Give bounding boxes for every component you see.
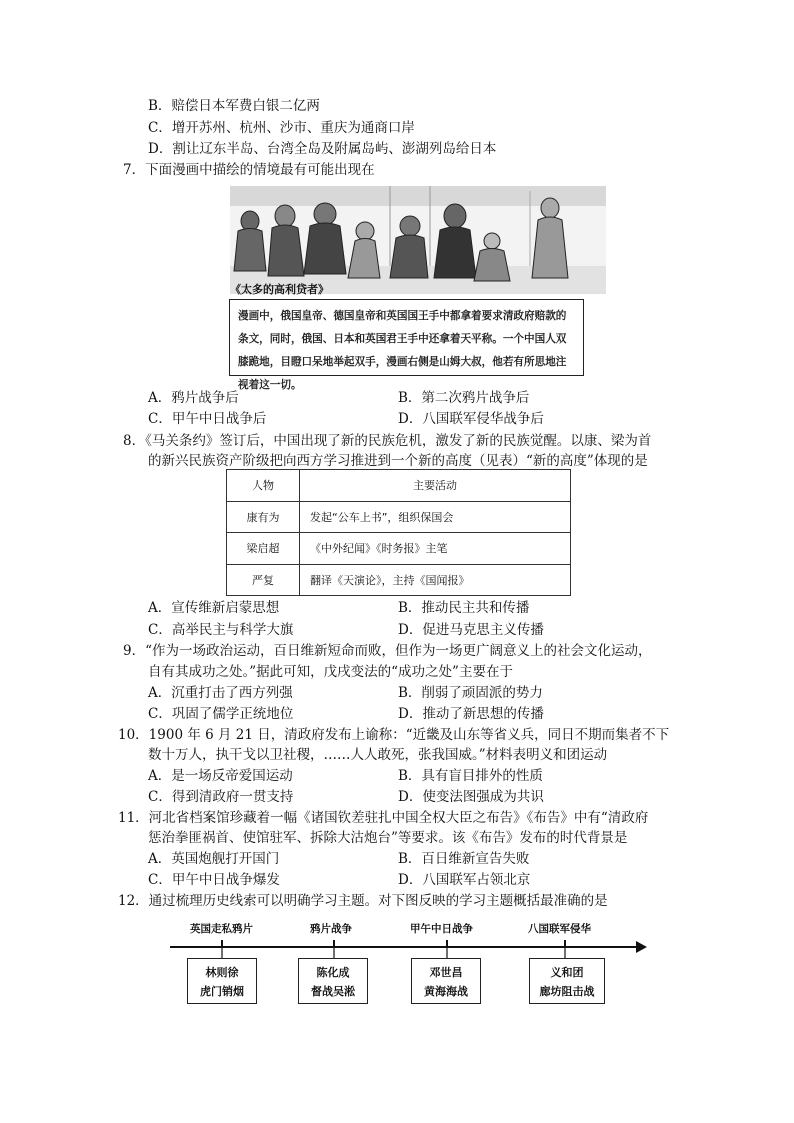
- q11-stem-line1: 11．河北省档案馆珍藏着一幅《诸国钦差驻扎中国全权大臣之布告》《布告》中有“清政府: [118, 810, 649, 826]
- q11-stem-line2: 惩治拳匪祸首、使馆驻军、拆除大沽炮台”等要求。该《布告》发布的时代背景是: [148, 830, 628, 846]
- q8-option-b: B．推动民主共和传播: [398, 600, 530, 616]
- table-header-row: [227, 470, 571, 502]
- table-header-activity: 主要活动: [300, 470, 571, 502]
- table-row: [227, 564, 571, 596]
- q7-option-c: C．甲午中日战争后: [148, 411, 267, 427]
- q7-option-a: A．鸦片战争后: [148, 390, 239, 406]
- q8-table: [226, 469, 571, 596]
- q6-option-d: D．割让辽东半岛、台湾全岛及附属岛屿、澎湖列岛给日本: [148, 141, 497, 157]
- q8-option-c: C．高举民主与科学大旗: [148, 622, 294, 638]
- q7-option-d: D．八国联军侵华战争后: [398, 411, 544, 427]
- q8-option-d: D．促进马克思主义传播: [398, 622, 544, 638]
- q10-stem-line2: 数十万人，执干戈以卫社稷，……人人敢死，张我国威。”材料表明义和团运动: [148, 747, 608, 763]
- q9-option-c: C．巩固了儒学正统地位: [148, 706, 294, 722]
- table-row: [227, 501, 571, 533]
- q9-option-d: D．推动了新思想的传播: [398, 706, 544, 722]
- cartoon-caption: 漫画中，俄国皇帝、德国皇帝和英国国王手中都拿着要求清政府赔款的条文，同时，俄国、日本和英国君王手中还拿着天平称。一个中国人双膝跪地，目瞪口呆地举起双手，漫画右侧是山姆大叔，他若有所思地注视着这一切。: [229, 299, 584, 376]
- q12-stem: 12．通过梳理历史线索可以明确学习主题。对下图反映的学习主题概括最准确的是: [118, 893, 608, 909]
- timeline-box: [298, 958, 368, 1004]
- table-cell-activity: 《中外纪闻》《时务报》主笔: [300, 533, 571, 565]
- q10-option-d: D．使变法图强成为共识: [398, 789, 544, 805]
- timeline-box: [411, 958, 481, 1004]
- q10-option-c: C．得到清政府一贯支持: [148, 789, 294, 805]
- q6-option-b: B．赔偿日本军费白银二亿两: [148, 98, 320, 114]
- timeline-box-event: 黄海海战: [424, 985, 468, 998]
- table-cell-activity: 发起“公车上书”，组织保国会: [300, 501, 571, 533]
- q7-option-b: B．第二次鸦片战争后: [398, 390, 530, 406]
- q8-stem-line1: 8．《马关条约》签订后，中国出现了新的民族危机，激发了新的民族觉醒。以康、梁为首: [123, 433, 652, 449]
- timeline-box: [529, 958, 605, 1004]
- table-header-person: 人物: [227, 470, 300, 502]
- q7-stem: 7．下面漫画中描绘的情境最有可能出现在: [123, 162, 375, 178]
- q9-option-b: B．削弱了顽固派的势力: [398, 685, 543, 701]
- q11-option-d: D．八国联军占领北京: [398, 872, 531, 888]
- timeline-box-person: 陈化成: [316, 966, 350, 979]
- q6-option-c: C．增开苏州、杭州、沙市、重庆为通商口岸: [148, 120, 415, 136]
- cartoon-illustration: [230, 186, 606, 294]
- timeline-box-event: 虎门销烟: [200, 985, 244, 998]
- timeline-event-label: 鸦片战争: [310, 923, 352, 935]
- timeline-box-person: 义和团: [550, 966, 584, 979]
- q10-option-a: A．是一场反帝爱国运动: [148, 768, 293, 784]
- q10-stem-line1: 10．1900 年 6 月 21 日，清政府发布上谕称：“近畿及山东等省义兵，同日不期而集者不下: [118, 727, 670, 743]
- q8-option-a: A．宣传维新启蒙思想: [148, 600, 280, 616]
- timeline-box-event: 廊坊阻击战: [539, 985, 595, 998]
- timeline-box: [187, 958, 257, 1004]
- q9-option-a: A．沉重打击了西方列强: [148, 685, 293, 701]
- timeline-event-label: 八国联军侵华: [528, 923, 591, 935]
- q11-option-a: A．英国炮舰打开国门: [148, 851, 280, 867]
- q11-option-c: C．甲午中日战争爆发: [148, 872, 280, 888]
- timeline-event-label: 甲午中日战争: [410, 923, 473, 935]
- q9-stem-line1: 9．“作为一场政治运动，百日维新短命而败，但作为一场更广阔意义上的社会文化运动，: [123, 643, 652, 659]
- timeline-box-event: 督战吴淞: [311, 985, 355, 998]
- cartoon-title: 《太多的高利贷者》: [230, 283, 329, 296]
- timeline-box-person: 邓世昌: [429, 966, 463, 979]
- q10-option-b: B．具有盲目排外的性质: [398, 768, 543, 784]
- table-cell-activity: 翻译《天演论》，主持《国闻报》: [300, 564, 571, 596]
- timeline-box-person: 林则徐: [205, 966, 239, 979]
- table-cell-person: 严复: [227, 564, 300, 596]
- q9-stem-line2: 自有其成功之处。”据此可知，戊戌变法的“成功之处”主要在于: [148, 664, 513, 680]
- table-cell-person: 梁启超: [227, 533, 300, 565]
- table-cell-person: 康有为: [227, 501, 300, 533]
- q8-stem-line2: 的新兴民族资产阶级把向西方学习推进到一个新的高度（见表）“新的高度”体现的是: [148, 453, 648, 469]
- timeline-event-label: 英国走私鸦片: [190, 923, 253, 935]
- table-row: [227, 533, 571, 565]
- q11-option-b: B．百日维新宣告失败: [398, 851, 530, 867]
